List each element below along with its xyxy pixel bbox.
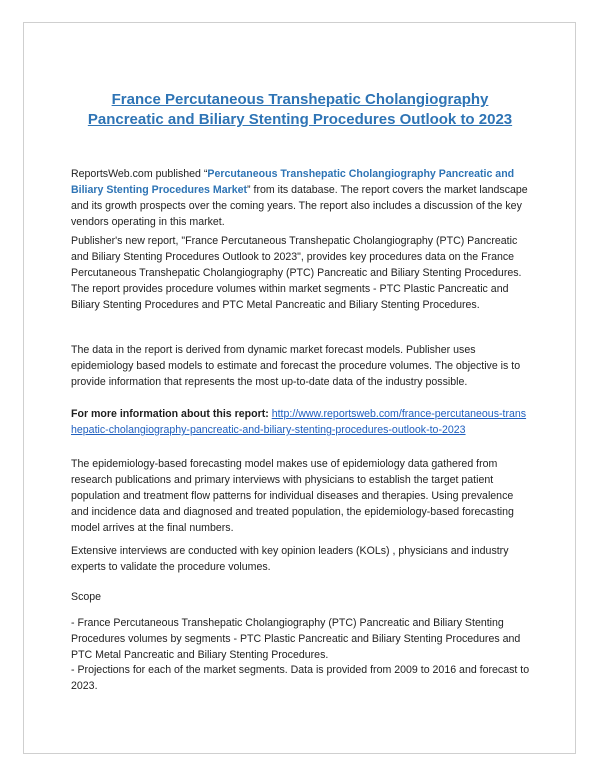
scope-heading: Scope — [71, 591, 102, 603]
interviews-paragraph: Extensive interviews are conducted with key opinion leaders (KOLs) , physicians and industry experts to validate the procedure volumes. — [71, 545, 509, 573]
report-name-link[interactable]: Percutaneous Transhepatic Cholangiography Pancreatic and Biliary Stenting Procedures Market — [71, 168, 515, 196]
document-title: France Percutaneous Transhepatic Cholangiography Pancreatic and Biliary Stenting Procedures Outlook to 2023 — [87, 91, 513, 128]
report-url-link[interactable]: http://www.reportsweb.com/france-percutaneous-transhepatic-cholangiography-pancreatic-and-biliary-stenting-procedures-outlook-to-2023 — [71, 408, 527, 436]
more-info-label: For more information about this report: — [71, 408, 272, 420]
scope-item-segments: - France Percutaneous Transhepatic Cholangiography (PTC) Pancreatic and Biliary Stenting Procedures volumes by segments - PTC Plastic Pancreatic and Biliary Stenting Procedures and PTC Metal Pancreatic and Biliary Stenting Procedures. — [71, 617, 521, 661]
more-info-paragraph — [71, 406, 531, 438]
intro-suffix: ” from its database. The report covers the market landscape and its growth prospects over the coming years. The report also includes a discussion of the key vendors operating in this market. — [71, 184, 528, 228]
scope-item-projections: - Projections for each of the market segments. Data is provided from 2009 to 2016 and forecast to 2023. — [71, 664, 530, 692]
intro-paragraph — [71, 166, 531, 230]
data-paragraph: The data in the report is derived from dynamic market forecast models. Publisher uses epidemiology based models to estimate and forecast the procedure volumes. The objective is to provide information that represents the most up-to-date data of the industry possible. — [71, 344, 521, 388]
intro-prefix: ReportsWeb.com published “ — [71, 168, 208, 180]
model-paragraph: The epidemiology-based forecasting model makes use of epidemiology data gathered from research publications and primary interviews with physicians to establish the target patient population and treatment flow patterns for individual diseases and therapies. Using prevalence and incidence data and diagnosed and treated population, the epidemiology-based forecasting model arrives at the final numbers. — [71, 458, 514, 534]
publisher-paragraph: Publisher's new report, "France Percutaneous Transhepatic Cholangiography (PTC) Pancreatic and Biliary Stenting Procedures Outlook to 2023", provides key procedures data on the France Percutaneous Transhepatic Cholangiography (PTC) Pancreatic and Biliary Stenting Procedures. The report provides procedure volumes within market segments - PTC Plastic Pancreatic and Biliary Stenting Procedures and PTC Metal Pancreatic and Biliary Stenting Procedures. — [71, 235, 522, 311]
